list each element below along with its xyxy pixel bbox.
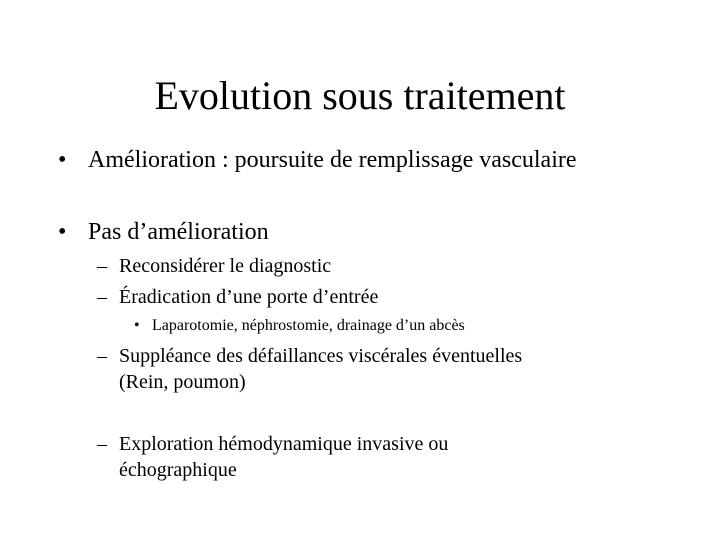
bullet-marker: •: [58, 147, 67, 173]
bullet-text: Pas d’amélioration: [88, 219, 269, 245]
dash-marker: –: [97, 255, 107, 277]
dash-marker: –: [97, 345, 107, 367]
bullet-marker: •: [134, 317, 140, 334]
sub-item-text-line1: Suppléance des défaillances viscérales éventuelles: [119, 345, 523, 367]
dash-marker: –: [97, 433, 107, 455]
sub-sub-item-text: Laparotomie, néphrostomie, drainage d’un abcès: [152, 317, 465, 334]
sub-item-text-line1: Exploration hémodynamique invasive ou: [119, 433, 449, 455]
dash-marker: –: [97, 286, 107, 308]
bullet-text: Amélioration : poursuite de remplissage vasculaire: [88, 147, 577, 173]
sub-item-text: Éradication d’une porte d’entrée: [119, 286, 379, 308]
sub-item-text: Reconsidérer le diagnostic: [119, 255, 332, 277]
sub-item-text-line2: (Rein, poumon): [119, 371, 246, 393]
bullet-marker: •: [58, 219, 67, 245]
sub-item-text-line2: échographique: [119, 459, 237, 481]
slide-title: Evolution sous traitement: [154, 73, 566, 118]
